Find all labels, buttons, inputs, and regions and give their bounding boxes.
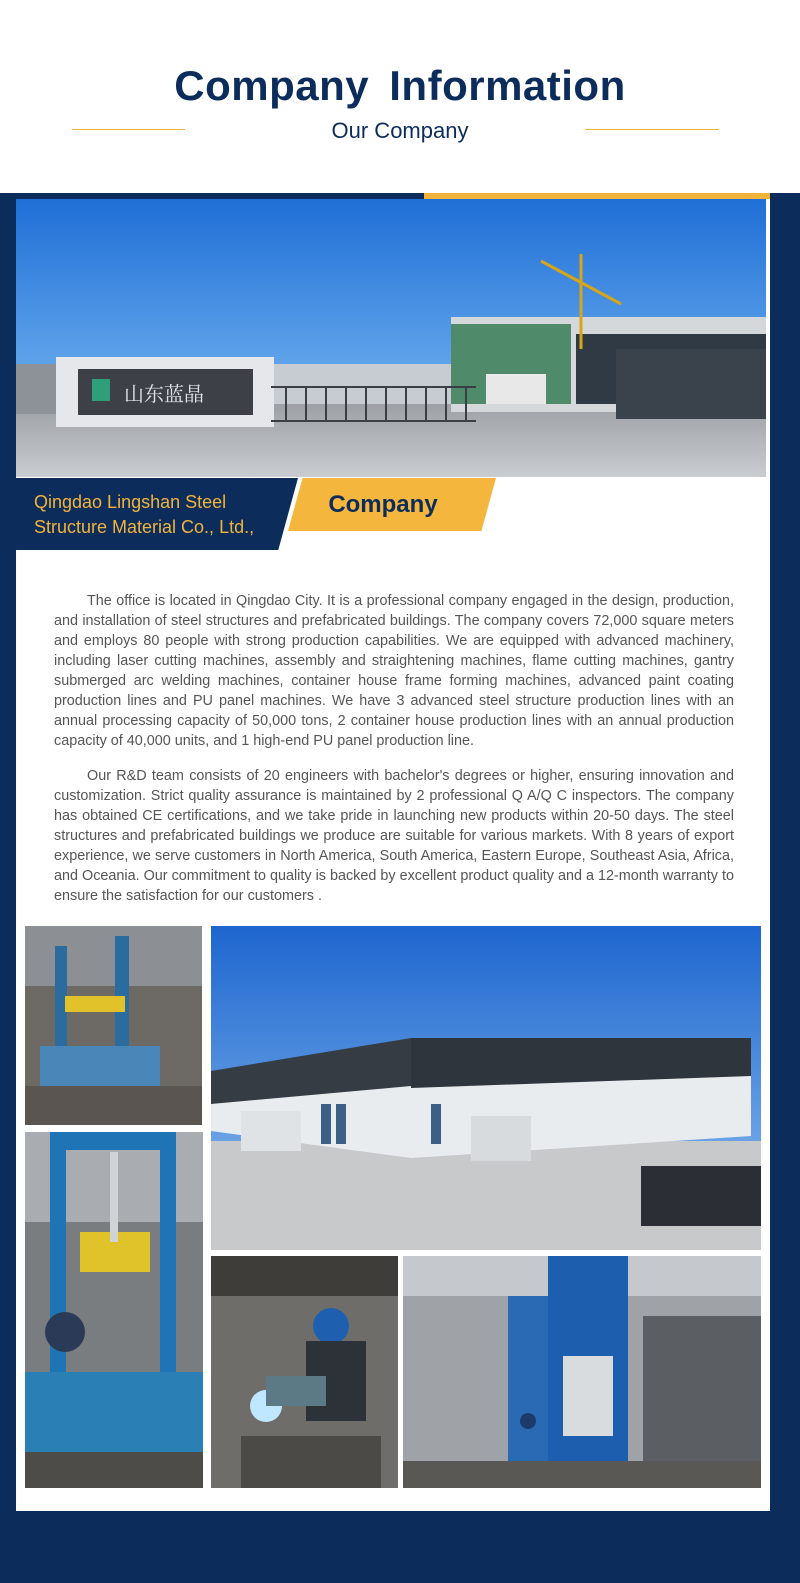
company-tab-label: Company <box>328 491 438 518</box>
photo-shot-blasting-line <box>403 1256 761 1488</box>
page-title: Company Information <box>174 62 626 109</box>
company-name <box>34 490 284 540</box>
photo-straightening-machine <box>25 1132 203 1488</box>
page-header <box>0 0 800 193</box>
company-name-line2: Structure Material Co., Ltd., <box>34 517 255 537</box>
company-name-line1: Qingdao Lingshan Steel <box>34 492 227 512</box>
page-subtitle: Our Company <box>331 118 469 143</box>
decorative-line-right <box>585 129 719 130</box>
company-description-paragraph-2: Our R&D team consists of 20 engineers with bachelor's degrees or higher, ensuring innovation and customization. Strict quality assurance is maintained by 2 professional Q A/Q C inspectors. The company has obtained CE certifications, and we take pride in launching new products within 20-50 days. The steel structures and prefabricated buildings we produce are suitable for various markets. With 8 years of export experience, we serve customers in North America, South America, Eastern Europe, Southeast Asia, Africa, and Oceania. Our commitment to quality is backed by excellent product quality and a 12-month warranty to ensure the satisfaction for our customers . <box>54 768 734 904</box>
photo-welding-machine <box>25 926 202 1125</box>
company-description-paragraph-1: The office is located in Qingdao City. It is a professional company engaged in the design, production, and installation of steel structures and prefabricated buildings. The company covers 72,000 square meters and employs 80 people with strong production capabilities. We are equipped with advanced machinery, including laser cutting machines, assembly and straightening machines, flame cutting machines, gantry submerged arc welding machines, container house frame forming machines, advanced paint coating production lines and PU panel machines. We have 3 advanced steel structure production lines with an annual processing capacity of 50,000 tons, 2 container house production lines with an annual production capacity of 40,000 units, and 1 high-end PU panel production line. <box>54 593 734 749</box>
hero-photo-factory-entrance <box>16 199 766 477</box>
photo-steel-workshop-building <box>211 926 761 1250</box>
photo-welder-at-work <box>211 1256 398 1488</box>
hero-sign-text: 山东蓝晶 <box>124 382 204 406</box>
